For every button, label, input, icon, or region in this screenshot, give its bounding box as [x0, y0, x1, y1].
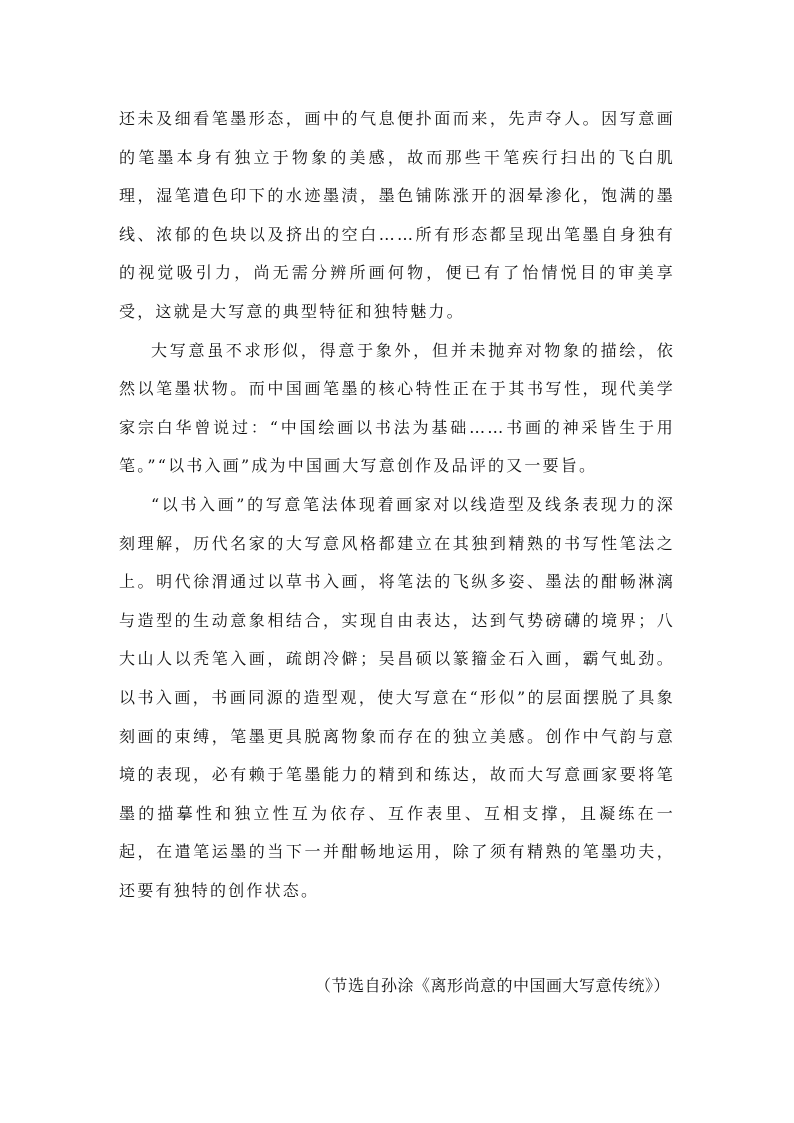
article-body	[119, 100, 675, 910]
paragraph-2: 大写意虽不求形似，得意于象外，但并未抛弃对物象的描绘，依然以笔墨状物。而中国画笔墨的核心特性正在于其书写性，现代美学家宗白华曾说过：“中国绘画以书法为基础……书画的神采皆生于用笔。”“以书入画”成为中国画大写意创作及品评的又一要旨。	[119, 340, 675, 476]
source-citation: （节选自孙涂《离形尚意的中国画大写意传统》）	[314, 976, 670, 995]
paragraph-3: “以书入画”的写意笔法体现着画家对以线造型及线条表现力的深刻理解，历代名家的大写意风格都建立在其独到精熟的书写性笔法之上。明代徐渭通过以草书入画，将笔法的飞纵多姿、墨法的酣畅淋漓与造型的生动意象相结合，实现自由表达，达到气势磅礴的境界；八大山人以秃笔入画，疏朗冷僻；吴昌硕以篆籀金石入画，霸气虬劲。以书入画，书画同源的造型观，使大写意在“形似”的层面摆脱了具象刻画的束缚，笔墨更具脱离物象而存在的独立美感。创作中气韵与意境的表现，必有赖于笔墨能力的精到和练达，故而大写意画家要将笔墨的描摹性和独立性互为依存、互作表里、互相支撑，且凝练在一起，在遣笔运墨的当下一并酣畅地运用，除了须有精熟的笔墨功夫，还要有独特的创作状态。	[119, 494, 675, 900]
paragraph-1: 还未及细看笔墨形态，画中的气息便扑面而来，先声夺人。因写意画的笔墨本身有独立于物象的美感，故而那些干笔疾行扫出的飞白肌理，湿笔遣色印下的水迹墨渍，墨色铺陈涨开的洇晕渗化，饱满的墨线、浓郁的色块以及挤出的空白……所有形态都呈现出笔墨自身独有的视觉吸引力，尚无需分辨所画何物，便已有了怡情悦目的审美享受，这就是大写意的典型特征和独特魅力。	[119, 109, 675, 321]
